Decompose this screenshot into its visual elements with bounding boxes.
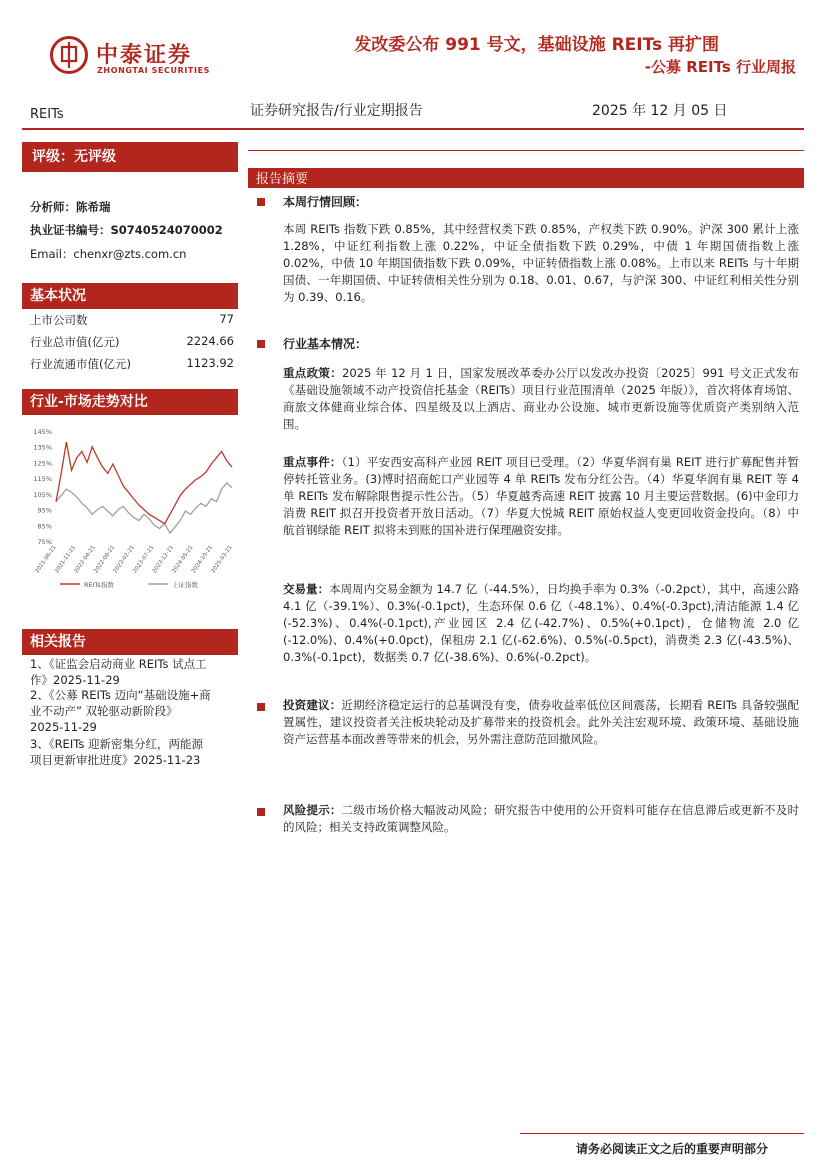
x-tick-label: 2023-12-21 bbox=[151, 544, 175, 575]
logo-mark bbox=[50, 36, 88, 74]
sector-label: REITs bbox=[30, 107, 64, 122]
report-type: 证券研究报告/行业定期报告 bbox=[250, 103, 423, 119]
x-tick-label: 2025-03-21 bbox=[210, 544, 234, 575]
legend-label: REITs指数 bbox=[84, 581, 114, 589]
related-line: 3、《REITs 迎新密集分红，两能源 bbox=[30, 737, 203, 751]
series-line bbox=[56, 483, 232, 533]
industry-heading: 行业基本情况： bbox=[283, 337, 368, 351]
series-line bbox=[56, 442, 232, 524]
rating-box: 评级：无评级 bbox=[22, 142, 238, 172]
related-line: 业不动产” 双轮驱动新阶段》 bbox=[30, 704, 178, 718]
event-paragraph bbox=[283, 454, 799, 539]
basic-row-value: 2224.66 bbox=[186, 334, 234, 348]
y-tick-label: 125% bbox=[33, 459, 52, 468]
analyst-cert bbox=[30, 222, 223, 238]
bullet-icon bbox=[257, 340, 265, 348]
x-tick-label: 2023-02-21 bbox=[112, 544, 136, 575]
report-subtitle: -公募 REITs 行业周报 bbox=[644, 58, 796, 76]
trade-paragraph bbox=[283, 581, 799, 666]
report-title: 发改委公布 991 号文，基础设施 REITs 再扩围 bbox=[354, 35, 719, 55]
bullet-icon bbox=[257, 703, 265, 711]
policy-paragraph bbox=[283, 365, 799, 433]
related-header: 相关报告 bbox=[22, 629, 238, 655]
related-line: 作》2025-11-29 bbox=[30, 673, 120, 687]
risk-heading: 风险提示： bbox=[283, 803, 342, 817]
y-tick-label: 135% bbox=[33, 443, 52, 452]
market-review-text: 本周 REITs 指数下跌 0.85%，其中经营权类下跌 0.85%，产权类下跌 0.90%。沪深 300 累计上涨 1.28%，中证红利指数上涨 0.22%，中证全债指数下跌 0.29%，中债 1 年期国债指数上涨 0.02%，中债 10 年期国债指数下跌 0.09%，中证转债指数上涨 0.08%。上市以来 REITs 与十年期国债、一年期国债、中证转债相关性分别为 0.18、0.01、0.67，与沪深 300、中证红利相关性分别为 0.39、0.16。 bbox=[283, 222, 799, 304]
abstract-header bbox=[248, 168, 804, 188]
related-report-item[interactable] bbox=[30, 736, 238, 768]
related-line: 2、《公募 REITs 迈向“基础设施+商 bbox=[30, 688, 211, 702]
footer-rule bbox=[520, 1133, 804, 1134]
basic-row bbox=[30, 334, 234, 350]
invest-text: 近期经济稳定运行的总基调没有变，债券收益率低位区间震荡，长期看 REITs 具备较强配置属性，建议投资者关注板块轮动及扩募带来的投资机会。此外关注宏观环境、政策环境、基础设施资产运营基本面改善等带来的机会，另外需注意防范回撤风险。 bbox=[283, 698, 799, 746]
y-tick-label: 95% bbox=[37, 506, 52, 515]
y-tick-label: 75% bbox=[37, 538, 52, 546]
report-date: 2025 年 12 月 05 日 bbox=[592, 103, 728, 119]
x-tick-label: 2022-09-21 bbox=[93, 544, 117, 575]
related-line: 2025-11-29 bbox=[30, 720, 97, 734]
trend-chart bbox=[22, 419, 238, 619]
company-name-en: ZHONGTAI SECURITIES bbox=[97, 66, 210, 75]
related-line: 1、《证监会启动商业 REITs 试点工 bbox=[30, 657, 207, 671]
policy-heading: 重点政策： bbox=[283, 366, 343, 380]
cert-label: 执业证书编号： bbox=[30, 223, 111, 237]
analyst-email-row bbox=[30, 246, 186, 262]
bullet-icon bbox=[257, 198, 265, 206]
basic-info-header: 基本状况 bbox=[22, 283, 238, 309]
invest-paragraph bbox=[283, 697, 799, 748]
cert-number: S0740524070002 bbox=[110, 223, 223, 237]
y-tick-label: 105% bbox=[33, 490, 52, 499]
analyst-name: 分析师：陈希瑞 bbox=[30, 200, 111, 214]
trade-text: 本周周内交易金额为 14.7 亿（-44.5%），日均换手率为 0.3%（-0.2pct），其中，高速公路 4.1 亿（-39.1%）、0.3%(-0.1pct)，生态环保 0.6 亿（-48.1%）、0.4%(-0.3pct),清洁能源 1.4 亿(-52.3%)、0.4%(-0.1pct),产业园区 2.4 亿(-42.7%)、0.5%(+0.1pct)，仓储物流 2.0 亿(-12.0%)、0.4%(+0.0pct)，保租房 2.1 亿(-62.6%)、0.5%(-0.5pct)，消费类 2.3 亿(-43.5%)、0.3%(-0.1pct)，数据类 0.7 亿(-38.6%)、0.6%(-0.2pct)。 bbox=[283, 582, 799, 664]
basic-row-value: 1123.92 bbox=[186, 356, 234, 370]
logo-icon bbox=[53, 39, 85, 71]
x-tick-label: 2023-07-21 bbox=[132, 544, 156, 575]
basic-row bbox=[30, 356, 234, 372]
email-label: Email： bbox=[30, 247, 74, 261]
market-review-heading: 本周行情回顾： bbox=[283, 195, 368, 209]
company-name-cn: 中泰证券 bbox=[96, 43, 193, 68]
basic-row bbox=[30, 312, 234, 328]
x-tick-label: 2022-04-21 bbox=[73, 544, 97, 575]
risk-text: 二级市场价格大幅波动风险；研究报告中使用的公开资料可能存在信息滞后或更新不及时的风险；相关支持政策调整风险。 bbox=[283, 803, 800, 834]
related-report-item[interactable] bbox=[30, 656, 238, 688]
y-tick-label: 145% bbox=[33, 428, 52, 436]
event-text: （1）平安西安高科产业园 REIT 项目已受理。（2）华夏华润有巢 REIT 进行扩募配售并暂停转托管业务。(3)博时招商蛇口产业园等 4 单 REITs 发布分红公告。（4）华夏华润有巢 REIT 等 4 单 REITs 发布解除限售提示性公告。（5）华夏越秀高速 REIT 披露 10 月主要运营数据。(6)中金印力消费 REIT 拟召开投资者开放日活动。（7）华夏大悦城 REIT 原始权益人变更回收资金投向。（8）中航首钢绿能 REIT 拟将未到账的国补进行保理融资安排。 bbox=[283, 455, 799, 537]
x-tick-label: 2021-06-21 bbox=[34, 544, 58, 575]
y-tick-label: 115% bbox=[33, 475, 52, 484]
analyst-email[interactable]: chenxr@zts.com.cn bbox=[73, 247, 187, 261]
legend-label: 上证指数 bbox=[172, 581, 198, 589]
abstract-title: 报告摘要 bbox=[256, 172, 309, 187]
trade-heading: 交易量： bbox=[283, 582, 330, 596]
y-tick-label: 85% bbox=[37, 522, 52, 531]
header-divider bbox=[22, 128, 804, 130]
invest-heading: 投资建议： bbox=[283, 698, 342, 712]
x-tick-label: 2021-11-21 bbox=[53, 544, 78, 575]
footer-disclaimer: 请务必阅读正文之后的重要声明部分 bbox=[575, 1142, 768, 1156]
trend-header: 行业-市场走势对比 bbox=[22, 389, 238, 415]
x-tick-label: 2024-10-21 bbox=[190, 544, 215, 575]
basic-row-label: 行业流通市值(亿元) bbox=[30, 357, 131, 371]
x-tick-label: 2024-05-21 bbox=[171, 544, 195, 575]
trend-chart-svg bbox=[22, 419, 238, 619]
basic-row-label: 行业总市值(亿元) bbox=[30, 335, 120, 349]
abstract-top-rule bbox=[248, 150, 804, 151]
bullet-icon bbox=[257, 808, 265, 816]
basic-row-label: 上市公司数 bbox=[30, 313, 88, 327]
related-line: 项目更新审批进度》2025-11-23 bbox=[30, 753, 201, 767]
policy-text: 2025 年 12 月 1 日，国家发展改革委办公厅以发改办投资〔2025〕991 号文正式发布《基础设施领域不动产投资信托基金（REITs）项目行业范围清单（2025 年版）》，首次将体育场馆、商旅文体健商业综合体、四星级及以上酒店、商业办公设施、城市更新设施等优质资产类别纳入范围。 bbox=[283, 366, 799, 431]
risk-paragraph bbox=[283, 802, 799, 836]
basic-row-value: 77 bbox=[219, 312, 234, 326]
related-report-item[interactable] bbox=[30, 687, 238, 735]
event-heading: 重点事件： bbox=[283, 455, 342, 469]
